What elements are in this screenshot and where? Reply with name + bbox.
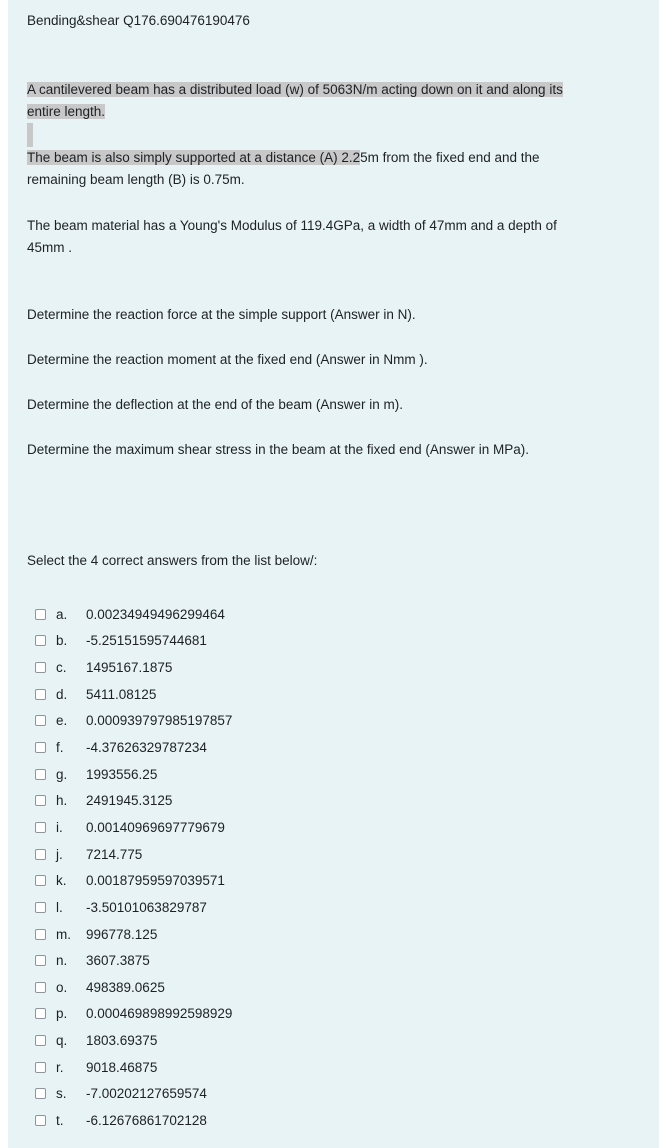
answer-instruction: Select the 4 correct answers from the list below/: — [27, 553, 318, 568]
option-value: 498389.0625 — [86, 979, 165, 995]
answer-option-n[interactable] — [35, 947, 232, 974]
option-value: 1993556.25 — [86, 766, 158, 782]
option-letter: m. — [56, 926, 71, 942]
answer-option-j[interactable] — [35, 841, 232, 868]
option-value: 2491945.3125 — [86, 793, 173, 809]
checkbox[interactable] — [35, 715, 46, 726]
option-letter: k. — [56, 873, 67, 889]
answer-option-e[interactable] — [35, 708, 232, 735]
task-shear-stress: Determine the maximum shear stress in the beam at the fixed end (Answer in MPa). — [27, 442, 529, 457]
checkbox[interactable] — [35, 1088, 46, 1099]
paragraph-text: 45mm . — [27, 240, 73, 255]
option-value: 1803.69375 — [86, 1033, 158, 1049]
highlighted-text: entire length. — [27, 104, 106, 119]
option-value: 0.000469898992598929 — [86, 1006, 233, 1022]
option-letter: c. — [56, 660, 67, 676]
answer-option-t[interactable] — [35, 1107, 232, 1134]
checkbox[interactable] — [35, 662, 46, 673]
answer-option-h[interactable] — [35, 787, 232, 814]
problem-paragraph-2 — [27, 147, 637, 191]
option-letter: p. — [56, 1006, 68, 1022]
option-value: 0.00140969697779679 — [86, 819, 225, 835]
answer-option-g[interactable] — [35, 761, 232, 788]
checkbox[interactable] — [35, 769, 46, 780]
option-letter: s. — [56, 1086, 67, 1102]
checkbox[interactable] — [35, 742, 46, 753]
answer-option-a[interactable] — [35, 601, 232, 628]
checkbox[interactable] — [35, 822, 46, 833]
option-letter: j. — [56, 846, 63, 862]
problem-paragraph-3 — [27, 215, 637, 259]
answer-option-l[interactable] — [35, 894, 232, 921]
checkbox[interactable] — [35, 1035, 46, 1046]
answer-list — [35, 601, 232, 1134]
option-letter: d. — [56, 686, 68, 702]
option-value: 3607.3875 — [86, 953, 150, 969]
paragraph-text: 5m from the fixed end and the — [360, 150, 540, 165]
option-letter: e. — [56, 713, 68, 729]
checkbox[interactable] — [35, 795, 46, 806]
answer-option-k[interactable] — [35, 867, 232, 894]
option-value: -4.37626329787234 — [86, 740, 207, 756]
option-value: 9018.46875 — [86, 1059, 158, 1075]
answer-option-s[interactable] — [35, 1081, 232, 1108]
option-value: -7.00202127659574 — [86, 1086, 207, 1102]
checkbox[interactable] — [35, 929, 46, 940]
option-letter: t. — [56, 1112, 64, 1128]
task-reaction-moment: Determine the reaction moment at the fixed end (Answer in Nmm ). — [27, 352, 428, 367]
option-letter: g. — [56, 766, 68, 782]
checkbox[interactable] — [35, 902, 46, 913]
option-value: -3.50101063829787 — [86, 899, 207, 915]
answer-option-b[interactable] — [35, 628, 232, 655]
answer-option-p[interactable] — [35, 1001, 232, 1028]
answer-option-f[interactable] — [35, 734, 232, 761]
answer-option-r[interactable] — [35, 1054, 232, 1081]
checkbox[interactable] — [35, 1115, 46, 1126]
highlight-block — [27, 123, 33, 147]
option-value: 5411.08125 — [86, 686, 157, 702]
checkbox[interactable] — [35, 1062, 46, 1073]
option-letter: r. — [56, 1059, 64, 1075]
answer-option-o[interactable] — [35, 974, 232, 1001]
option-letter: b. — [56, 633, 68, 649]
checkbox[interactable] — [35, 982, 46, 993]
paragraph-text: The beam material has a Young's Modulus of 119.4GPa, a width of 47mm and a depth of — [27, 218, 557, 233]
option-value: 0.00187959597039571 — [86, 873, 225, 889]
option-value: 0.000939797985197857 — [86, 713, 233, 729]
checkbox[interactable] — [35, 955, 46, 966]
option-letter: h. — [56, 793, 68, 809]
option-value: 7214.775 — [86, 846, 143, 862]
highlighted-text: The beam is also simply supported at a distance (A) 2.2 — [27, 150, 361, 165]
option-value: 996778.125 — [86, 926, 158, 942]
question-title: Bending&shear Q176.690476190476 — [27, 13, 250, 28]
option-letter: q. — [56, 1033, 68, 1049]
highlighted-text: A cantilevered beam has a distributed load (w) of 5063N/m acting down on it and along its — [27, 82, 563, 97]
answer-option-i[interactable] — [35, 814, 232, 841]
option-letter: n. — [56, 953, 68, 969]
checkbox[interactable] — [35, 1008, 46, 1019]
task-deflection: Determine the deflection at the end of the beam (Answer in m). — [27, 397, 403, 412]
option-letter: a. — [56, 606, 68, 622]
checkbox[interactable] — [35, 849, 46, 860]
checkbox[interactable] — [35, 635, 46, 646]
answer-option-c[interactable] — [35, 654, 232, 681]
option-letter: i. — [56, 819, 63, 835]
answer-option-d[interactable] — [35, 681, 232, 708]
paragraph-text: remaining beam length (B) is 0.75m. — [27, 172, 245, 187]
option-letter: o. — [56, 979, 68, 995]
task-reaction-force: Determine the reaction force at the simple support (Answer in N). — [27, 307, 416, 322]
option-value: 1495167.1875 — [86, 660, 173, 676]
option-value: 0.00234949496299464 — [86, 606, 225, 622]
checkbox[interactable] — [35, 609, 46, 620]
problem-paragraph-1 — [27, 79, 637, 123]
option-letter: f. — [56, 740, 64, 756]
checkbox[interactable] — [35, 875, 46, 886]
checkbox[interactable] — [35, 689, 46, 700]
option-value: -6.12676861702128 — [86, 1112, 207, 1128]
option-letter: l. — [56, 899, 63, 915]
option-value: -5.25151595744681 — [86, 633, 207, 649]
answer-option-m[interactable] — [35, 921, 232, 948]
answer-option-q[interactable] — [35, 1027, 232, 1054]
